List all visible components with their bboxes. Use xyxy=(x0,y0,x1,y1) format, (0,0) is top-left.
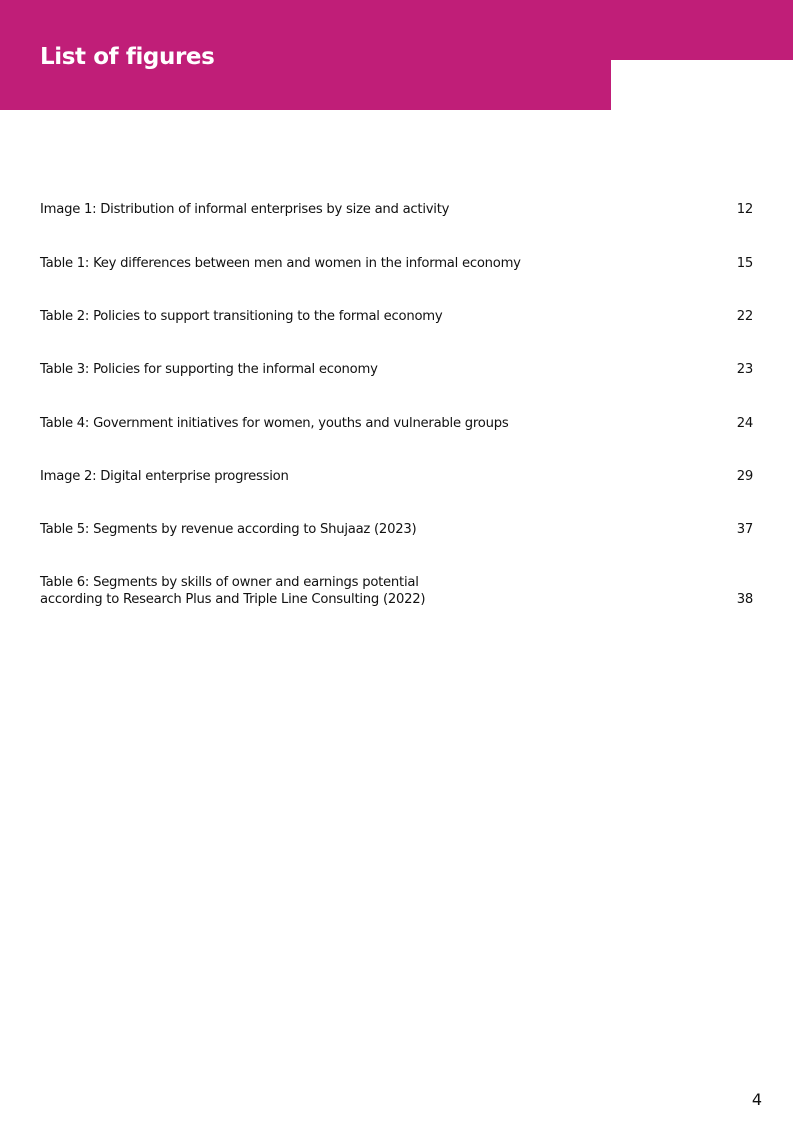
toc-entry-page: 22 xyxy=(736,309,753,324)
toc-entry-page: 15 xyxy=(736,256,753,271)
toc-entry-label: Table 4: Government initiatives for women, youths and vulnerable groups xyxy=(40,416,509,431)
page-number: 4 xyxy=(751,1090,762,1109)
toc-entry-label: Table 6: Segments by skills of owner and earnings potential according to Research Plus and Triple Line Consulting (2022) xyxy=(40,575,426,607)
toc-entry-label: Table 5: Segments by revenue according to Shujaaz (2023) xyxy=(40,522,417,537)
toc-entry-label: Table 3: Policies for supporting the informal economy xyxy=(40,362,378,377)
toc-entry-label: Table 1: Key differences between men and women in the informal economy xyxy=(40,256,521,271)
page-title: List of figures xyxy=(40,44,215,70)
toc-entry-label: Image 2: Digital enterprise progression xyxy=(40,469,289,484)
toc-entry-page: 29 xyxy=(736,469,753,484)
toc-entry-page: 37 xyxy=(736,522,753,537)
toc-entry-label: Image 1: Distribution of informal enterprises by size and activity xyxy=(40,202,450,217)
toc-entry-page: 38 xyxy=(736,592,753,607)
toc-entry-page: 12 xyxy=(736,202,753,217)
toc-entry-label: Table 2: Policies to support transitioning to the formal economy xyxy=(40,309,443,324)
toc-entry-page: 23 xyxy=(736,362,753,377)
toc-entry-page: 24 xyxy=(736,416,753,431)
